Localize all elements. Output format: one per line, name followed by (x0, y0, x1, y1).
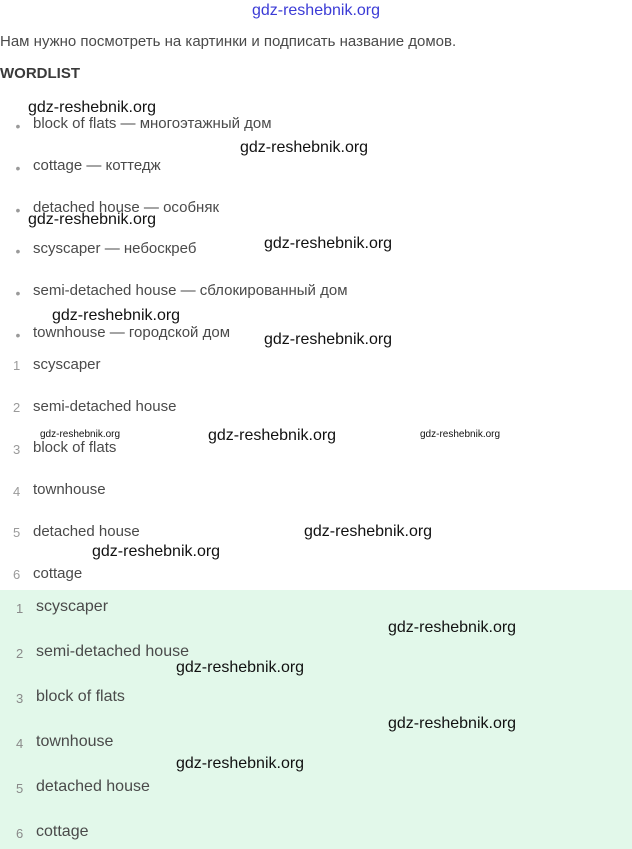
answer-number: 4 (16, 736, 24, 751)
item-number: 4 (13, 484, 21, 499)
answer-text: semi-detached house (36, 643, 189, 660)
bullet-icon: • (15, 160, 21, 176)
watermark: gdz-reshebnik.org (52, 307, 181, 324)
bullet-icon: • (15, 202, 21, 218)
watermark: gdz-reshebnik.org (92, 543, 221, 560)
answer-number: 5 (16, 781, 24, 796)
answer-text: cottage (36, 823, 89, 840)
item-text: semi-detached house (33, 398, 177, 415)
item-text: block of flats (33, 439, 117, 456)
watermark: gdz-reshebnik.org (40, 429, 121, 440)
watermark: gdz-reshebnik.org (388, 715, 517, 732)
item-number: 5 (13, 525, 21, 540)
wordlist-item-text: scyscaper — небоскреб (33, 240, 197, 257)
bullet-icon: • (15, 285, 21, 301)
site-watermark: gdz-reshebnik.org (251, 2, 381, 19)
wordlist-heading: WORDLIST (0, 65, 80, 82)
item-number: 6 (13, 567, 21, 582)
answer-number: 3 (16, 691, 24, 706)
intro-text: Нам нужно посмотреть на картинки и подписать название домов. (0, 33, 457, 50)
watermark: gdz-reshebnik.org (28, 99, 157, 116)
answer-number: 6 (16, 826, 24, 841)
item-text: detached house (33, 523, 140, 540)
watermark: gdz-reshebnik.org (28, 211, 157, 228)
answer-text: block of flats (36, 688, 125, 705)
item-text: scyscaper (33, 356, 101, 373)
item-number: 3 (13, 442, 21, 457)
watermark: gdz-reshebnik.org (420, 429, 501, 440)
item-text: cottage (33, 565, 83, 582)
watermark: gdz-reshebnik.org (388, 619, 517, 636)
watermark: gdz-reshebnik.org (176, 659, 305, 676)
wordlist-item-text: cottage — коттедж (33, 157, 161, 174)
item-number: 2 (13, 400, 21, 415)
item-text: townhouse (33, 481, 106, 498)
wordlist-item-text: townhouse — городской дом (33, 324, 231, 341)
watermark: gdz-reshebnik.org (264, 235, 393, 252)
answer-text: townhouse (36, 733, 114, 750)
watermark: gdz-reshebnik.org (264, 331, 393, 348)
item-number: 1 (13, 358, 21, 373)
wordlist-item-text: block of flats — многоэтажный дом (33, 115, 272, 132)
bullet-icon: • (15, 243, 21, 259)
answer-text: detached house (36, 778, 150, 795)
answer-text: scyscaper (36, 598, 109, 615)
answer-number: 1 (16, 601, 24, 616)
answer-number: 2 (16, 646, 24, 661)
bullet-icon: • (15, 118, 21, 134)
answer-box (0, 590, 632, 849)
bullet-icon: • (15, 327, 21, 343)
watermark: gdz-reshebnik.org (176, 755, 305, 772)
wordlist-item-text: detached house — особняк (33, 199, 220, 216)
watermark: gdz-reshebnik.org (208, 427, 337, 444)
watermark: gdz-reshebnik.org (240, 139, 369, 156)
watermark: gdz-reshebnik.org (304, 523, 433, 540)
wordlist-item-text: semi-detached house — сблокированный дом (33, 282, 348, 299)
